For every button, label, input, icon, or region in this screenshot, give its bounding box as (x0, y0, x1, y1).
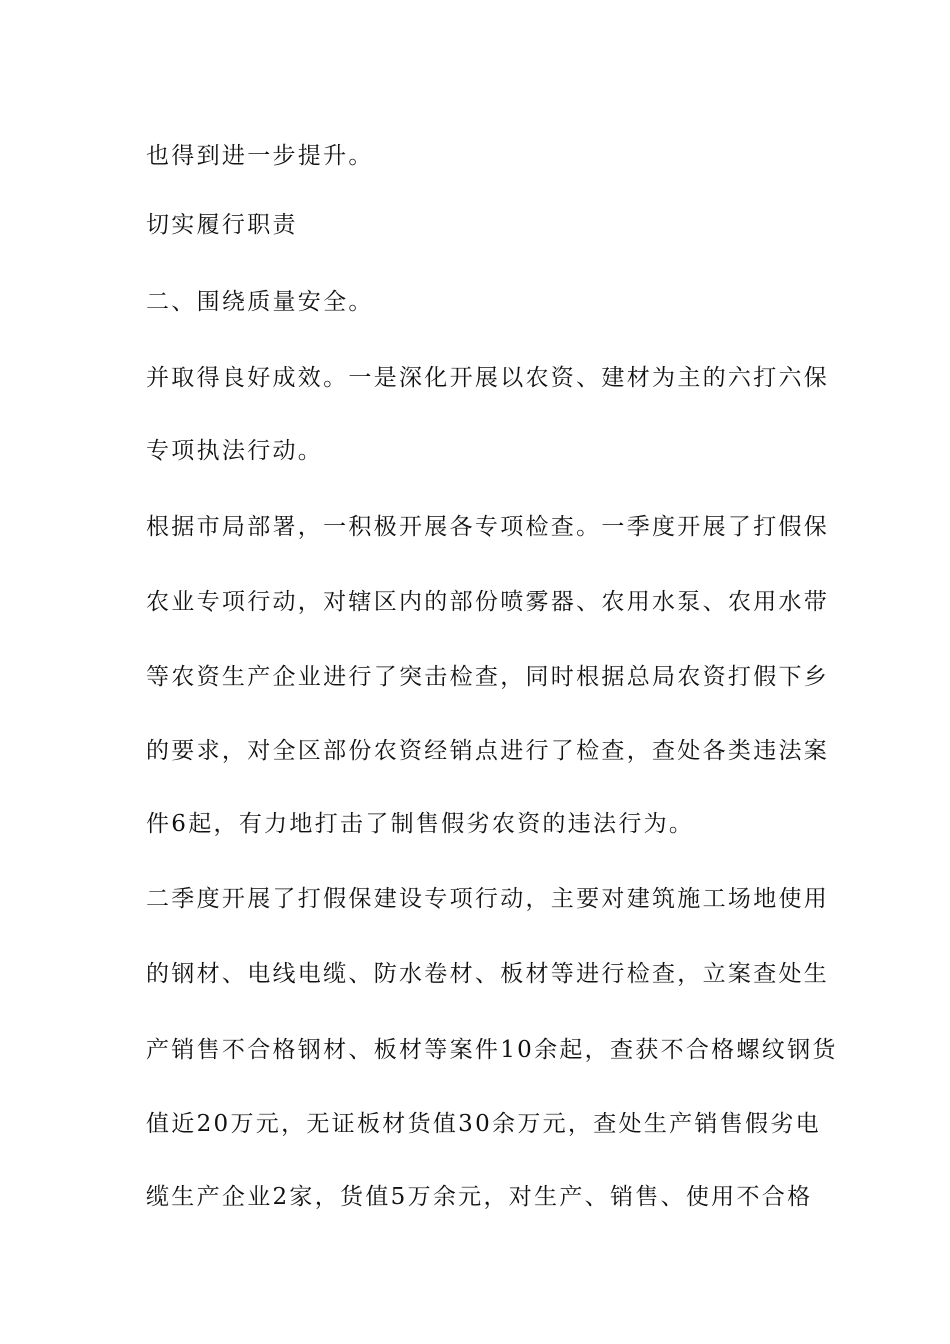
text-line: 等农资生产企业进行了突击检查，同时根据总局农资打假下乡 (146, 664, 830, 690)
text-line: 的要求，对全区部份农资经销点进行了检查，查处各类违法案 (146, 738, 830, 764)
text-line: 并取得良好成效。一是深化开展以农资、建材为主的六打六保 (146, 365, 830, 391)
text-line: 件6起，有力地打击了制售假劣农资的违法行为。 (146, 811, 695, 837)
text-line: 产销售不合格钢材、板材等案件10余起，查获不合格螺纹钢货 (146, 1037, 838, 1063)
text-line: 也得到进一步提升。 (146, 143, 374, 169)
text-line: 缆生产企业2家，货值5万余元，对生产、销售、使用不合格 (146, 1184, 813, 1210)
section-heading: 切实履行职责 (146, 212, 298, 238)
text-line: 农业专项行动，对辖区内的部份喷雾器、农用水泵、农用水带 (146, 589, 830, 615)
text-line: 根据市局部署，一积极开展各专项检查。一季度开展了打假保 (146, 514, 830, 540)
text-line: 二季度开展了打假保建设专项行动，主要对建筑施工场地使用 (146, 886, 830, 912)
text-line: 专项执法行动。 (146, 438, 324, 464)
text-line: 的钢材、电线电缆、防水卷材、板材等进行检查，立案查处生 (146, 961, 830, 987)
section-heading: 二、围绕质量安全。 (146, 289, 374, 315)
text-line: 值近20万元，无证板材货值30余万元，查处生产销售假劣电 (146, 1111, 821, 1137)
